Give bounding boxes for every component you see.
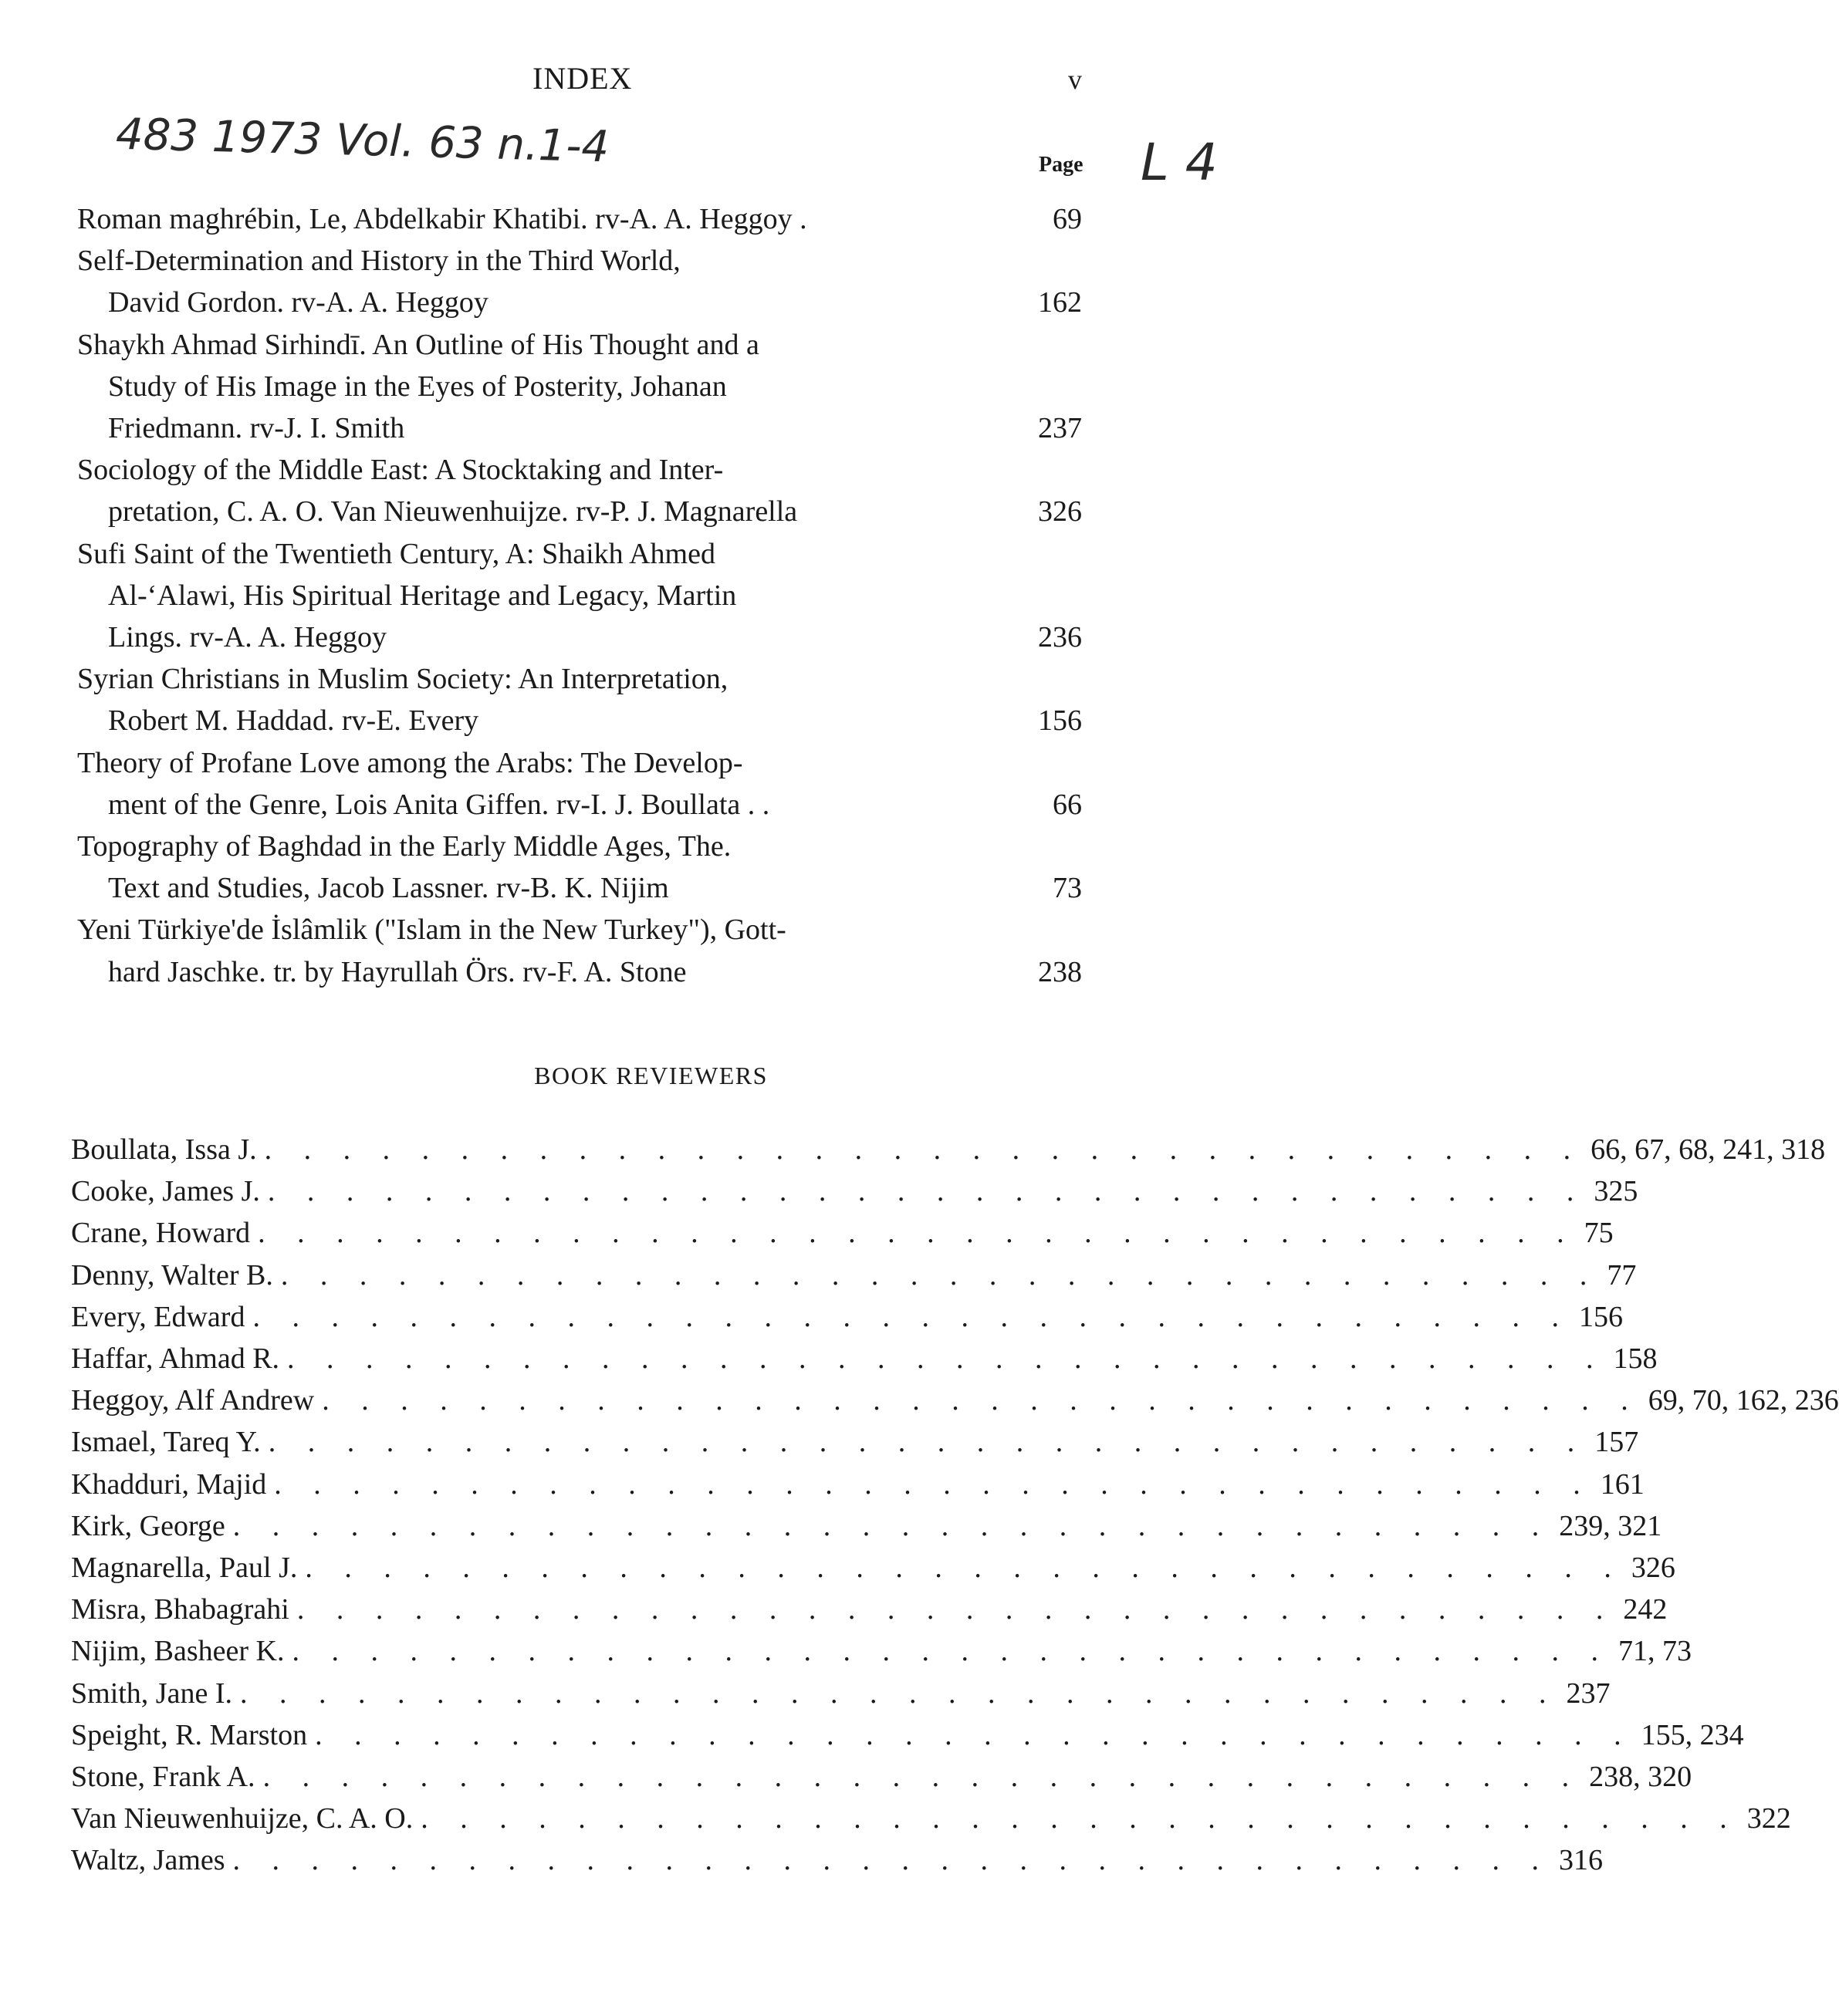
index-entry-text: David Gordon. rv-A. A. Heggoy: [108, 286, 488, 319]
reviewer-row: [71, 1634, 1692, 1676]
reviewer-row: [71, 1760, 1692, 1802]
index-entry-text: Text and Studies, Jacob Lassner. rv-B. K. Nijim: [108, 872, 669, 905]
index-entry-text: Study of His Image in the Eyes of Posterity, Johanan: [108, 370, 727, 403]
reviewer-row: [71, 1843, 1604, 1885]
index-entry-page: 162: [1038, 286, 1082, 319]
reviewer-pages: 158: [1613, 1342, 1658, 1375]
index-entry-text: Al-‘Alawi, His Spiritual Heritage and Legacy, Martin: [108, 579, 737, 612]
index-entry-text: Sufi Saint of the Twentieth Century, A: Shaikh Ahmed: [77, 537, 715, 570]
index-entry-text: Self-Determination and History in the Third World,: [77, 245, 681, 278]
index-entry-line: [0, 537, 1256, 579]
page-title: INDEX: [532, 61, 633, 96]
handwritten-note: 483 1973 Vol. 63 n.1-4: [115, 109, 610, 173]
dot-leader: . . . . . . . . . . . . . . . . . . . . . . . . . . . . . . . . . .: [305, 1552, 1624, 1584]
section-heading: BOOK REVIEWERS: [534, 1062, 768, 1089]
index-entry-text: Topography of Baghdad in the Early Middle Ages, The.: [77, 830, 732, 863]
index-entry-line: [0, 285, 1256, 327]
index-entry-page: 237: [1038, 412, 1082, 444]
reviewer-pages: 326: [1631, 1552, 1675, 1584]
reviewer-name: Denny, Walter B.: [71, 1258, 273, 1292]
reviewer-name: Heggoy, Alf Andrew: [71, 1384, 315, 1417]
dot-leader: . . . . . . . . . . . . . . . . . . . . . . . . . . . . . . . . . .: [267, 1175, 1587, 1208]
reviewer-name: Crane, Howard: [71, 1217, 251, 1250]
dot-leader: . . . . . . . . . . . . . . . . . . . . . . . . . . . . . . . . . .: [292, 1635, 1611, 1668]
reviewer-row: [71, 1592, 1668, 1634]
reviewer-name: Every, Edward: [71, 1300, 245, 1333]
reviewer-name: Speight, R. Marston: [71, 1718, 308, 1751]
index-entry-line: [0, 788, 1256, 829]
reviewer-row: [71, 1216, 1614, 1258]
reviewer-row: [71, 1383, 1839, 1425]
index-entry-text: hard Jaschke. tr. by Hayrullah Örs. rv-F. A. Stone: [108, 955, 687, 988]
index-entry-line: [0, 579, 1256, 620]
dot-leader: . . . . . . . . . . . . . . . . . . . . . . . . . . . . . . . . . .: [421, 1802, 1739, 1835]
index-entry-page: 238: [1038, 955, 1082, 988]
dot-leader: . . . . . . . . . . . . . . . . . . . . . . . . . . . . . . . . . .: [258, 1217, 1577, 1250]
index-entry-line: [0, 411, 1256, 453]
dot-leader: . . . . . . . . . . . . . . . . . . . . . . . . . . . . . . . . . .: [322, 1384, 1641, 1417]
index-entry-line: [0, 704, 1256, 745]
reviewer-pages: 239, 321: [1559, 1509, 1662, 1542]
reviewer-row: [71, 1509, 1662, 1551]
index-entry-text: Yeni Türkiye'de İslâmlik ("Islam in the New Turkey"), Gott-: [77, 913, 786, 947]
index-entry-line: [0, 620, 1256, 662]
index-entry-line: [0, 746, 1256, 788]
reviewer-row: [71, 1718, 1744, 1760]
reviewer-pages: 316: [1559, 1844, 1604, 1877]
reviewer-pages: 75: [1584, 1217, 1614, 1250]
reviewer-row: [71, 1300, 1623, 1342]
index-entry-text: pretation, C. A. O. Van Nieuwenhuijze. rv-P. J. Magnarella: [108, 495, 798, 528]
index-entry-text: Syrian Christians in Muslim Society: An Interpretation,: [77, 663, 729, 696]
reviewer-name: Smith, Jane I.: [71, 1677, 232, 1710]
reviewer-name: Misra, Bhabagrahi: [71, 1593, 289, 1626]
handwritten-margin-note: L 4: [1141, 133, 1218, 192]
reviewer-name: Kirk, George: [71, 1509, 225, 1542]
page-column-label: Page: [1039, 153, 1083, 177]
index-entry-line: [0, 453, 1256, 495]
reviewer-pages: 161: [1600, 1467, 1645, 1501]
reviewer-name: Magnarella, Paul J.: [71, 1552, 298, 1584]
reviewer-row: [71, 1551, 1675, 1592]
reviewer-pages: 77: [1607, 1258, 1637, 1292]
dot-leader: . . . . . . . . . . . . . . . . . . . . . . . . . . . . . . . . . .: [268, 1426, 1587, 1459]
reviewer-row: [71, 1174, 1638, 1216]
reviewer-row: [71, 1133, 1826, 1174]
dot-leader: . . . . . . . . . . . . . . . . . . . . . . . . . . . . . . . . . .: [264, 1133, 1584, 1166]
dot-leader: . . . . . . . . . . . . . . . . . . . . . . . . . . . . . . . . . .: [232, 1509, 1552, 1542]
reviewer-row: [71, 1342, 1658, 1383]
index-entry-line: [0, 913, 1256, 954]
dot-leader: . . . . . . . . . . . . . . . . . . . . . . . . . . . . . . . . . .: [287, 1342, 1606, 1375]
index-entry-text: Sociology of the Middle East: A Stocktaking and Inter-: [77, 454, 724, 487]
reviewer-row: [71, 1467, 1645, 1509]
index-entry-page: 326: [1038, 495, 1082, 528]
index-entry-line: [0, 328, 1256, 370]
reviewer-name: Nijim, Basheer K.: [71, 1635, 285, 1668]
reviewer-pages: 69, 70, 162, 236: [1648, 1384, 1839, 1417]
dot-leader: . . . . . . . . . . . . . . . . . . . . . . . . . . . . . . . . . .: [262, 1761, 1582, 1793]
reviewer-name: Van Nieuwenhuijze, C. A. O.: [71, 1802, 414, 1835]
reviewer-pages: 155, 234: [1641, 1718, 1744, 1751]
reviewer-name: Haffar, Ahmad R.: [71, 1342, 280, 1375]
index-entry-text: Theory of Profane Love among the Arabs: The Develop-: [77, 746, 743, 779]
index-entry-line: [0, 829, 1256, 871]
reviewer-name: Stone, Frank A.: [71, 1761, 255, 1793]
index-entry-page: 66: [1053, 788, 1082, 821]
dot-leader: . . . . . . . . . . . . . . . . . . . . . . . . . . . . . . . . . .: [296, 1593, 1616, 1626]
reviewer-pages: 157: [1594, 1426, 1639, 1459]
index-entry-line: [0, 244, 1256, 285]
reviewer-pages: 71, 73: [1618, 1635, 1692, 1668]
page-number: v: [1068, 64, 1082, 95]
reviewer-name: Boullata, Issa J.: [71, 1133, 257, 1166]
reviewer-pages: 156: [1578, 1300, 1623, 1333]
reviewer-pages: 325: [1594, 1175, 1638, 1208]
dot-leader: . . . . . . . . . . . . . . . . . . . . . . . . . . . . . . . . . .: [239, 1677, 1559, 1710]
reviewer-name: Ismael, Tareq Y.: [71, 1426, 261, 1459]
reviewer-row: [71, 1258, 1637, 1300]
index-entry-line: [0, 871, 1256, 913]
reviewer-pages: 237: [1566, 1677, 1611, 1710]
index-entry-text: Roman maghrébin, Le, Abdelkabir Khatibi. rv-A. A. Heggoy .: [77, 203, 807, 235]
reviewer-row: [71, 1425, 1639, 1467]
dot-leader: . . . . . . . . . . . . . . . . . . . . . . . . . . . . . . . . . .: [232, 1844, 1552, 1877]
index-entry-text: Lings. rv-A. A. Heggoy: [108, 621, 387, 653]
index-entry-page: 236: [1038, 621, 1082, 653]
index-entry-text: Shaykh Ahmad Sirhindī. An Outline of His Thought and a: [77, 328, 759, 361]
reviewer-pages: 242: [1623, 1593, 1668, 1626]
dot-leader: . . . . . . . . . . . . . . . . . . . . . . . . . . . . . . . . . .: [274, 1467, 1593, 1501]
reviewer-name: Cooke, James J.: [71, 1175, 260, 1208]
dot-leader: . . . . . . . . . . . . . . . . . . . . . . . . . . . . . . . . . .: [252, 1300, 1571, 1333]
index-entry-text: Robert M. Haddad. rv-E. Every: [108, 704, 479, 738]
reviewer-pages: 66, 67, 68, 241, 318: [1591, 1133, 1826, 1166]
index-entry-page: 69: [1053, 203, 1082, 235]
index-entry-text: Friedmann. rv-J. I. Smith: [108, 412, 405, 444]
dot-leader: . . . . . . . . . . . . . . . . . . . . . . . . . . . . . . . . . .: [315, 1718, 1634, 1751]
index-entry-line: [0, 202, 1256, 244]
dot-leader: . . . . . . . . . . . . . . . . . . . . . . . . . . . . . . . . . .: [280, 1258, 1600, 1292]
reviewer-row: [71, 1802, 1791, 1843]
reviewer-pages: 238, 320: [1589, 1761, 1692, 1793]
index-entry-page: 73: [1053, 872, 1082, 905]
reviewer-row: [71, 1677, 1611, 1718]
reviewer-pages: 322: [1746, 1802, 1791, 1835]
reviewer-name: Khadduri, Majid: [71, 1467, 267, 1501]
index-entry-line: [0, 495, 1256, 536]
index-entry-line: [0, 955, 1256, 997]
index-entry-text: ment of the Genre, Lois Anita Giffen. rv-I. J. Boullata . .: [108, 788, 770, 821]
index-entry-line: [0, 662, 1256, 704]
reviewer-name: Waltz, James: [71, 1844, 225, 1877]
index-entry-page: 156: [1038, 704, 1082, 738]
index-entry-line: [0, 370, 1256, 411]
